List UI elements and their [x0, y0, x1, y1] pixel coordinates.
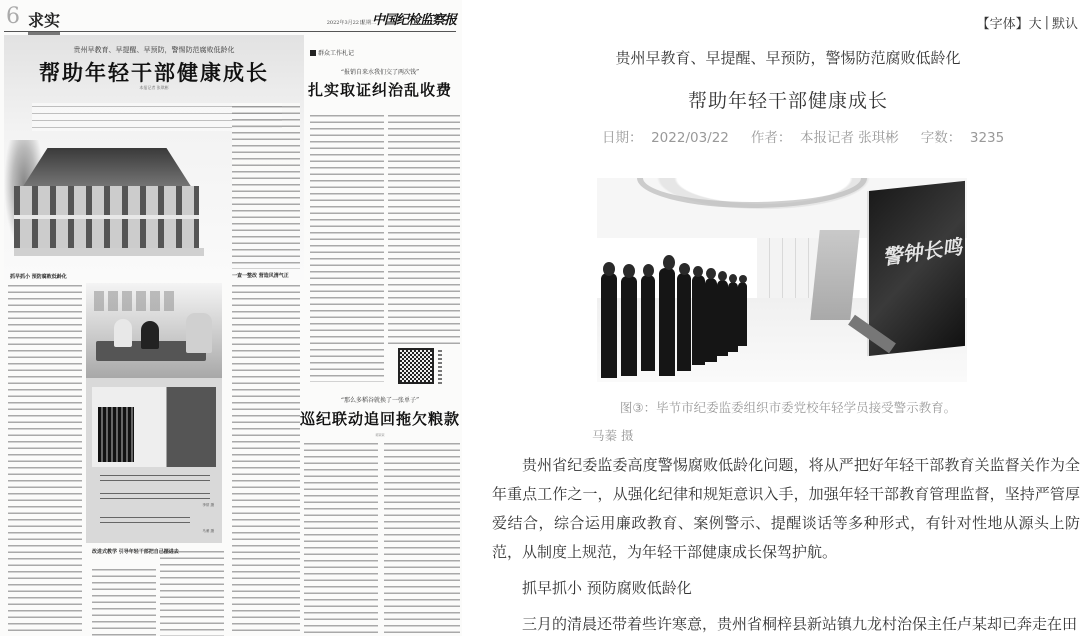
photo-caption: 图③：毕节市纪委监委组织市委党校年轻学员接受警示教育。: [619, 400, 957, 415]
exhibit-screen: [867, 181, 965, 356]
column-quote: “报销自来水我们交了两次钱”: [340, 69, 420, 76]
article-subheading: 抓早抓小 预防腐败低龄化: [522, 579, 692, 597]
person-shape: [601, 273, 617, 378]
newspaper-page-image: [0, 0, 462, 636]
article-paragraph: 贵州省纪委监委高度警惕腐败低龄化问题，将从严把好年轻干部教育关监督关作为全年重点工作之一，从强化纪律和规矩意识入手，加强年轻干部教育管理监督，坚持严管厚爱结合，综合运用廉政教育、案例警示、提醒谈话等多种形式，有针对性地从源头上防范，从制度上规范，为年轻干部健康成长保驾护航。: [492, 456, 1080, 561]
exhibit-photo-small: [92, 387, 216, 467]
person-shape: [186, 313, 212, 353]
wall-frames: [94, 291, 174, 311]
text-column: [232, 103, 300, 269]
text-column: [384, 440, 460, 636]
photo-credit: 马蓁 摄: [202, 529, 214, 533]
newspaper-weekday: 星期二: [360, 20, 376, 26]
article-photo: [597, 178, 967, 382]
column-title: 巡纪联动追回拖欠粮款: [300, 410, 461, 428]
historic-building-photo: [4, 140, 204, 260]
person-shape: [717, 280, 728, 356]
caption-text: [100, 491, 210, 499]
font-default-button[interactable]: 默认: [1051, 17, 1078, 32]
photo-credit: 李常 摄: [202, 503, 214, 507]
head-shape: [663, 255, 675, 270]
head-shape: [679, 263, 690, 275]
text-column: [310, 112, 384, 382]
person-shape: [705, 278, 717, 362]
column-title: 扎实取证纠治乱收费: [307, 81, 452, 99]
head-shape: [729, 274, 737, 283]
text-column: [388, 112, 460, 344]
head-shape: [623, 264, 635, 278]
head-shape: [739, 275, 747, 283]
font-size-label: 【字体】: [976, 17, 1029, 32]
balcony-shape: [14, 215, 199, 219]
lead-kicker: 贵州早教育、早提醒、早预防，警惕防范腐败低龄化: [73, 46, 235, 54]
text-column: [8, 282, 82, 636]
column-headline-1: [307, 48, 460, 100]
article-kicker: 贵州早教育、早提醒、早预防，警惕防范腐败低龄化: [615, 49, 961, 67]
person-shape: [738, 282, 747, 346]
font-separator: |: [1044, 15, 1049, 30]
font-large-button[interactable]: 大: [1028, 17, 1042, 32]
person-shape: [659, 268, 675, 376]
font-size-controls: [977, 13, 1078, 32]
head-shape: [693, 266, 703, 277]
person-shape: [677, 273, 691, 371]
newspaper-header: [4, 6, 456, 32]
article-paragraph: 三月的清晨还带着些许寒意，贵州省桐梓县新站镇九龙村治保主任卢某却已奔走在田: [522, 615, 1078, 633]
article-meta: [602, 126, 1004, 146]
article-title: 帮助年轻干部健康成长: [687, 90, 888, 112]
column-byline: 郭荣荣: [375, 433, 385, 437]
page-number: 6: [6, 4, 20, 29]
lead-byline: 本报记者 张琪彬: [139, 85, 169, 90]
article-word-count: 字数： 3235: [920, 130, 1005, 146]
article-author: 作者： 本报记者 张琪彬: [750, 130, 899, 146]
ground-shape: [14, 248, 204, 256]
text-column: [232, 282, 300, 636]
people-shape: [98, 407, 134, 462]
text-column: [304, 440, 378, 636]
subhead-left: 抓早抓小 预防腐败低龄化: [10, 274, 67, 280]
newspaper-date: 2022年3月22日: [326, 20, 364, 26]
column-tag-icon: [310, 50, 316, 56]
qr-code-icon: [398, 348, 434, 384]
roof-shape: [22, 148, 192, 188]
meeting-photo: [86, 283, 222, 378]
lead-title: 帮助年轻干部健康成长: [39, 60, 269, 85]
text-column: [160, 548, 224, 636]
screen-text: 警钟长鸣: [880, 234, 964, 270]
head-shape: [718, 271, 727, 281]
masthead-logo: 中国纪检监察报: [371, 13, 456, 28]
column-tag: [310, 48, 460, 57]
person-shape: [692, 275, 705, 365]
column-tag-label: 群众工作札记: [318, 50, 355, 57]
person-shape: [621, 276, 637, 376]
person-shape: [141, 321, 159, 349]
article-body: [492, 451, 1080, 636]
article-date: 日期： 2022/03/22: [602, 130, 729, 146]
qr-label: [438, 348, 442, 384]
column-headline-2: [300, 395, 460, 437]
subhead-bottom: 改进式教学 引导年轻干部把自己摆进去: [92, 549, 179, 555]
section-name: 求实: [28, 8, 60, 35]
head-shape: [643, 264, 654, 277]
caption-text: [100, 473, 210, 481]
photo-box: [86, 283, 222, 543]
head-shape: [706, 268, 716, 279]
text-column: [92, 566, 156, 636]
photo-credit: 马蓁 摄: [592, 428, 634, 443]
head-shape: [603, 262, 615, 276]
person-shape: [728, 282, 738, 352]
person-shape: [641, 275, 655, 371]
person-shape: [114, 319, 132, 347]
column-quote: “那么多稻谷就换了一张单子”: [340, 397, 420, 404]
caption-text: [100, 515, 190, 523]
subhead-middle: 一查一整改 营造风清气正: [232, 273, 289, 279]
